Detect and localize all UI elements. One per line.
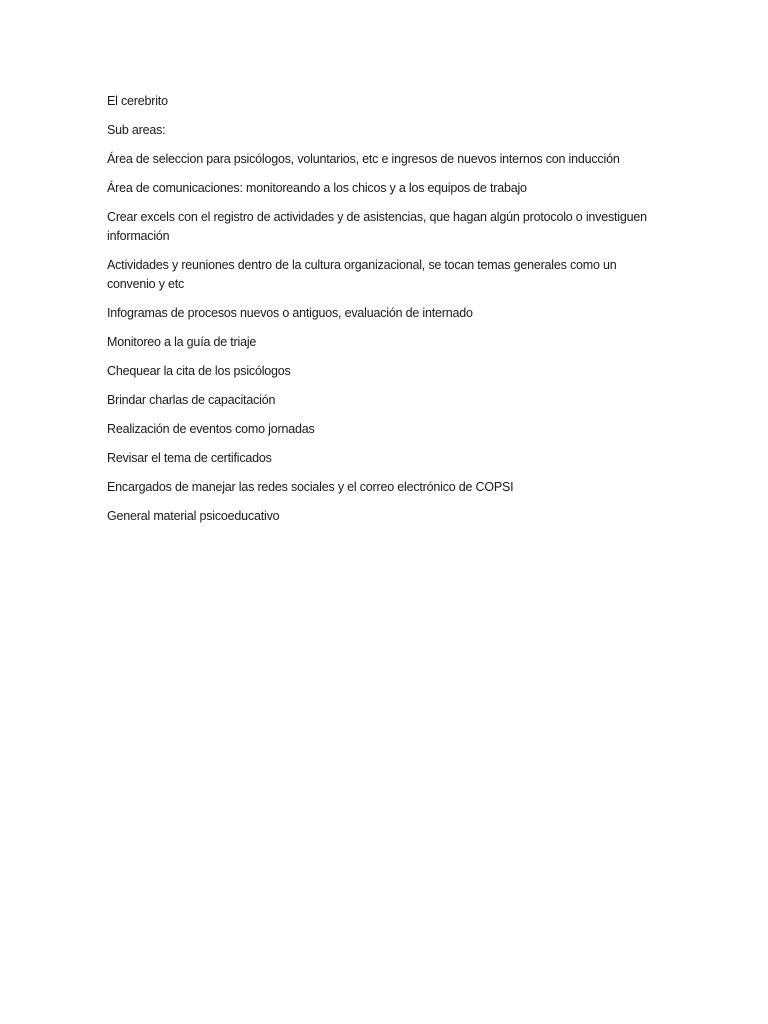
list-item: General material psicoeducativo	[107, 509, 280, 523]
list-item: Infogramas de procesos nuevos o antiguos, evaluación de internado	[107, 306, 473, 320]
list-item: Realización de eventos como jornadas	[107, 422, 315, 436]
document-title: El cerebrito	[107, 94, 168, 108]
list-item: Revisar el tema de certificados	[107, 451, 272, 465]
list-item: Actividades y reuniones dentro de la cultura organizacional, se tocan temas generales como un convenio y etc	[107, 258, 617, 291]
document-page	[107, 92, 667, 536]
list-item: Área de seleccion para psicólogos, voluntarios, etc e ingresos de nuevos internos con inducción	[107, 152, 620, 166]
list-item: Crear excels con el registro de actividades y de asistencias, que hagan algún protocolo o investiguen información	[107, 210, 647, 243]
list-item: Área de comunicaciones: monitoreando a los chicos y a los equipos de trabajo	[107, 181, 527, 195]
list-item: Chequear la cita de los psicólogos	[107, 364, 291, 378]
section-heading: Sub areas:	[107, 123, 166, 137]
list-item: Encargados de manejar las redes sociales y el correo electrónico de COPSI	[107, 480, 514, 494]
list-item: Brindar charlas de capacitación	[107, 393, 276, 407]
list-item: Monitoreo a la guía de triaje	[107, 335, 257, 349]
